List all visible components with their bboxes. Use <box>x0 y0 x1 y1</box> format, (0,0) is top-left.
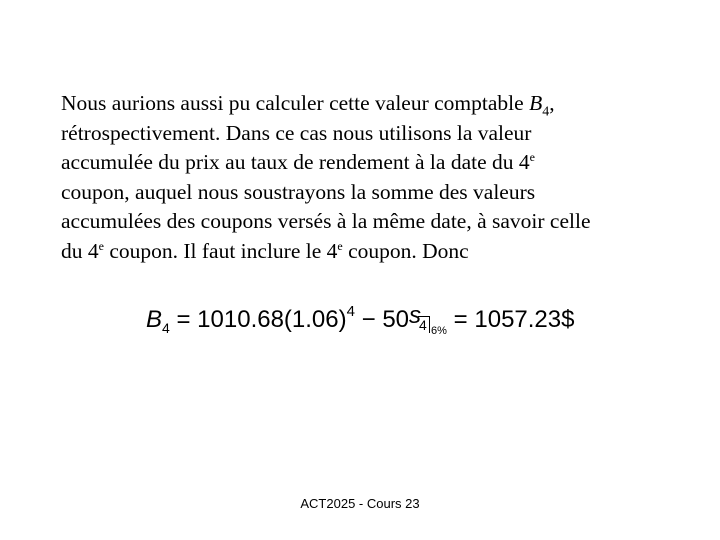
annuity-rate: 6% <box>431 325 447 337</box>
body-paragraph <box>61 89 671 267</box>
variable-b-subscript: 4 <box>542 104 550 120</box>
paragraph-line-4: coupon, auquel nous soustrayons la somme des valeurs <box>61 179 536 204</box>
paragraph-line-1: Nous aurions aussi pu calculer cette valeur comptable $B_4$, <box>61 91 555 120</box>
annuity-term: 4 <box>418 316 430 333</box>
variable-b: B <box>529 91 543 115</box>
formula-lhs-subscript: 4 <box>162 320 170 336</box>
formula-equals: = <box>169 306 198 333</box>
slide-footer: ACT2025 - Cours 23 <box>300 496 420 511</box>
formula-minus-coupon: − 50 <box>354 306 410 333</box>
paragraph-line-2: rétrospectivement. Dans ce cas nous utilisons la valeur <box>61 120 532 145</box>
formula-equals-result: = <box>447 306 475 333</box>
accumulated-annuity-symbol <box>409 302 447 337</box>
formula-exponent: 4 <box>346 303 355 320</box>
annuity-s: s <box>409 302 422 329</box>
paragraph-line-3: accumulée du prix au taux de rendement à la date du 4e <box>61 150 535 175</box>
ordinal-superscript: e <box>337 238 343 253</box>
formula-lhs-variable: B <box>146 306 163 333</box>
paragraph-line-5: accumulées des coupons versés à la même date, à savoir celle <box>61 209 591 234</box>
ordinal-superscript: e <box>529 150 535 165</box>
ordinal-superscript: e <box>98 238 104 253</box>
formula-result: 1057.23$ <box>474 306 575 333</box>
formula-base: 1010.68(1.06) <box>197 306 347 333</box>
book-value-formula <box>146 300 574 340</box>
paragraph-line-6: du 4e coupon. Il faut inclure le 4e coupon. Donc <box>61 238 469 263</box>
